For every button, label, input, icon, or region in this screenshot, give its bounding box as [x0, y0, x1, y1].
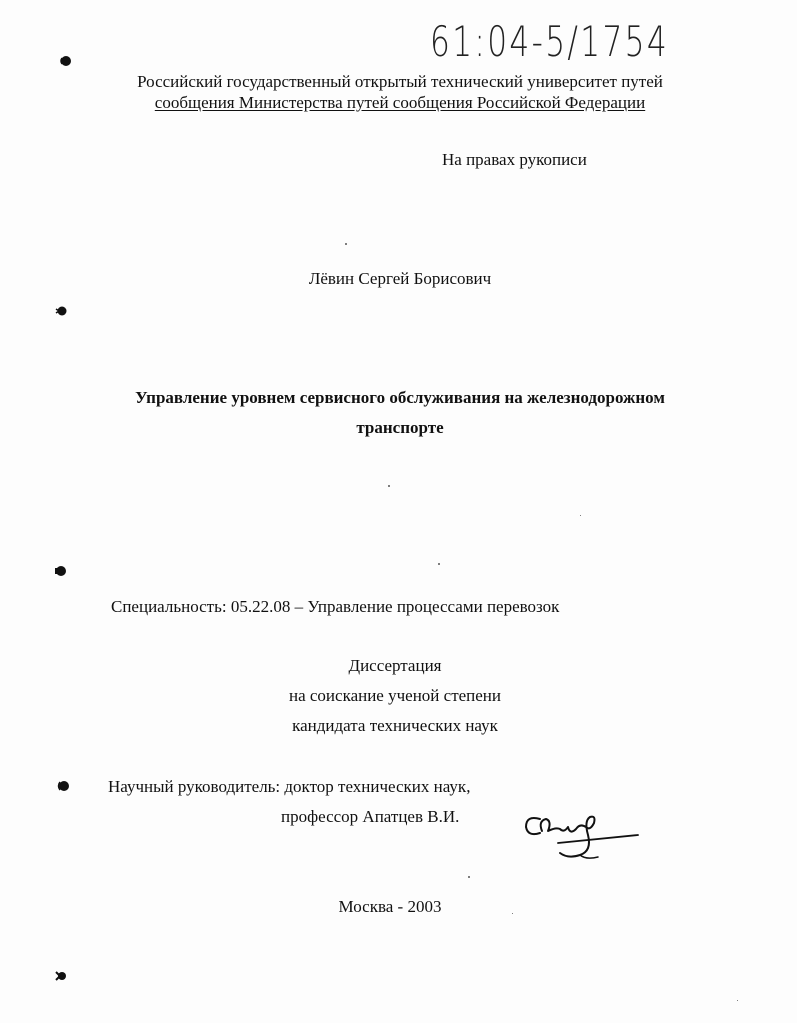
scan-speck — [580, 515, 581, 516]
scan-speck — [388, 485, 390, 487]
scan-speck — [512, 913, 513, 914]
specialty: Специальность: 05.22.08 – Управление процессами перевозок — [111, 597, 560, 616]
binding-hole-icon — [54, 565, 66, 577]
scan-speck — [737, 1000, 738, 1001]
scan-speck — [468, 876, 470, 878]
scan-speck — [345, 243, 347, 245]
binding-hole-icon — [60, 55, 72, 67]
supervisor-line-2: профессор Апатцев В.И. — [281, 807, 460, 826]
rights-note: На правах рукописи — [442, 150, 587, 169]
degree-line-3: кандидата технических наук — [292, 716, 498, 735]
city-year: Москва - 2003 — [338, 897, 442, 916]
degree-line-1: Диссертация — [348, 656, 442, 675]
degree-line-2: на соискание ученой степени — [288, 686, 502, 705]
institution-line-2: сообщения Министерства путей сообщения Российской Федерации — [154, 93, 646, 112]
binding-hole-icon — [55, 305, 67, 317]
dissertation-title-line-2: транспорте — [356, 418, 444, 437]
author-name: Лёвин Сергей Борисович — [308, 269, 492, 288]
institution-line-1: Российский государственный открытый технический университет путей — [137, 72, 663, 91]
signature-icon — [520, 805, 645, 865]
binding-hole-icon — [55, 970, 67, 982]
dissertation-title-line-1: Управление уровнем сервисного обслуживания на железнодорожном — [135, 388, 665, 407]
handwritten-catalog-number: 61:04-5/1754 — [430, 18, 670, 67]
scan-speck — [438, 563, 440, 565]
binding-hole-icon — [57, 780, 69, 792]
supervisor-line-1: Научный руководитель: доктор технических наук, — [108, 777, 471, 796]
